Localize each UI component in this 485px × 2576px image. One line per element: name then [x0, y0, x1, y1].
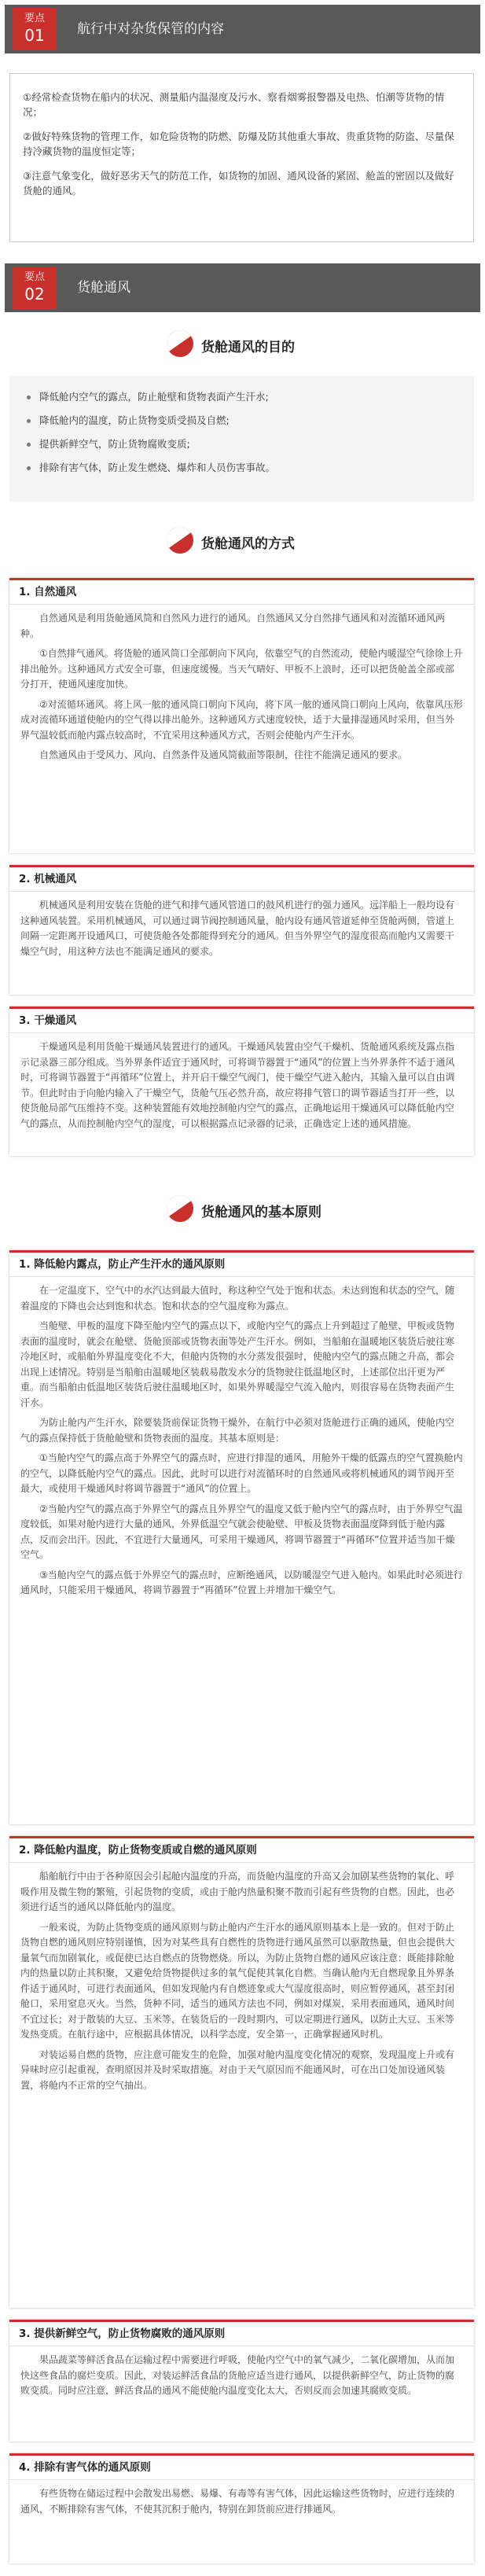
intro-item: ①经常检查货物在船内的状况、测量船内温湿度及污水、察看烟雾报警器及电热、怕潮等货物的情况；	[23, 91, 445, 118]
card-paragraph: 对装运易自燃的货物，应注意可能发生的危险，加强对舱内温度变化情况的观察，发现温度上升或有异味时应引起重视，查明原因并及时采取措施。对由于天气原因而不能通风时，可在出口处加设通风装置，将舱内不正常的空气抽出。	[20, 2048, 455, 2091]
card-paragraph: 在一定温度下，空气中的水汽达到最大值时，称这种空气处于饱和状态。未达到饱和状态的空气，随着温度的下降也会达到饱和状态。饱和状态的空气温度称为露点。	[20, 1285, 455, 1312]
card-paragraph: 自然通风由于受风力、风向、自然条件及通风筒截面等限制，往往不能满足通风的要求。	[39, 749, 408, 760]
intro-item: ③注意气象变化，做好恶劣天气的防范工作，如货物的加固、通风设备的紧固、舱盖的密固以及做好货舱的通风。	[23, 170, 454, 197]
card-title: 2. 机械通风	[9, 867, 474, 892]
section-badge	[13, 8, 57, 50]
list-item: 提供新鲜空气，防止货物腐败变质;	[25, 432, 458, 456]
section-title: 货舱通风	[77, 280, 130, 296]
pie-icon	[167, 330, 193, 357]
card-title: 3. 提供新鲜空气，防止货物腐败的通风原则	[9, 2322, 474, 2346]
card-paragraph: 干燥通风是利用货舱干燥通风装置进行的通风。干燥通风装置由空气干燥机、货舱通风系统及露点指示记录器三部分组成。当外界条件适宜于通风时，可将调节器置于“通风”的位置上当外界条件不适于通风时，可将调节器置于“再循环”位置上，并开启干燥空气阀门，使干燥空气进入舱内，其输入量可以自由调节。但此时由于向舱内输入了干燥空气，货舱气压必然升高，故应将排气管口的调节器适当打开一些，以使货舱局部气压维持不变。这种装置能有效地控制舱内空气的露点，正确地运用干燥通风可以降低舱内空气的露点，从而控制舱内空气的湿度，可以根据露点记录器的记录，正确选定上述的通风措施。	[20, 1041, 455, 1129]
list-item: 降低舱内的温度，防止货物变质受损及自燃;	[25, 409, 458, 432]
card-paragraph: 一般来说，为防止货物变质的通风原则与防止舱内产生汗水的通风原则基本上是一致的。但对于防止货物自燃的通风则应特别谨慎，因为对某些具有自燃性的货物进行通风虽然可以驱散热量，但也会提供大量氧气而加剧氧化，或促使已达自燃点的货物燃烧。所以，为防止货物自燃的通风应该注意：既能排除舱内的热量以防止其积聚，又避免给货物提供过多的氧气促使其氧化自燃。当确认舱内无自燃现象且外界条件适于通风时，可进行表面通风，但如发现舱内有自燃迹象或大气湿度很高时，则应暂停通风，甚至封闭舱口，采用窒息灭火。当然，货种不同，适当的通风方法也不同，例如对煤炭，采用表面通风，通风时间不宜过长；对于散装的大豆、玉米等，在装货后的一段时期内，可以定期进行通风，以防止大豆、玉米等发热变质。在航行途中，应根据具体情况，以科学态度，安全第一，正确掌握通风时机。	[20, 1921, 455, 2040]
section-badge	[13, 267, 57, 309]
purpose-list	[9, 376, 474, 502]
method-card-natural	[9, 578, 474, 853]
principle-card-dew	[9, 1250, 474, 1824]
intro-item: ②做好特殊货物的管理工作，如危险货物的防燃、防爆及防其他重大事故、贵重货物的防盗、尽量保持冷藏货物的温度恒定等；	[23, 131, 454, 157]
intro-box	[9, 73, 474, 242]
card-title: 1. 自然通风	[9, 580, 474, 605]
card-paragraph: 果品蔬菜等鲜活食品在运输过程中需要进行呼吸，使舱内空气中的氧气减少，二氧化碳增加，从而加快这些食品的腐烂变质。因此，对装运鲜活食品的货舱应适当进行通风，以提供新鲜空气，防止货物的腐败变质。同时应注意，鲜活食品的通风不能使舱内温度变化太大，否则反而会加速其腐败变质。	[20, 2354, 455, 2396]
subheading-principles	[0, 1195, 485, 1224]
card-paragraph: 为防止舱内产生汗水，除要装货前保证货物干燥外，在航行中必须对货舱进行正确的通风，使舱内空气的露点保持低于货舱舱壁和货物表面的温度。其基本原则是：	[20, 1417, 455, 1444]
principle-card-harmful-gas	[9, 2453, 474, 2563]
badge-label: 要点	[24, 271, 45, 283]
card-title: 4. 排除有害气体的通风原则	[9, 2456, 474, 2480]
card-title: 2. 降低舱内温度，防止货物变质或自燃的通风原则	[9, 1838, 474, 1863]
method-card-dry	[9, 1006, 474, 1156]
section-header-1	[5, 5, 480, 53]
card-paragraph: ②对流循环通风。将上风一舷的通风筒口朝向下风向，将下风一舷的通风筒口朝向上风向，依靠风压形成对流循环通道使舱内的空气得以排出舱外。这种通风方式速度较快，适于大量排湿通风时采用，但当外界气温较低而舱内露点较高时，不宜采用这种通风方式，否则会使舱内产生汗水。	[20, 698, 463, 741]
subheading-text: 货舱通风的目的	[201, 340, 295, 355]
badge-number: 02	[24, 285, 45, 304]
section-title: 航行中对杂货保管的内容	[77, 21, 224, 37]
principle-card-temperature	[9, 1836, 474, 2308]
card-paragraph: 机械通风是利用安装在货舱的进气和排气通风管道口的鼓风机进行的强力通风。远洋船上一般均设有这种通风装置。采用机械通风，可以通过调节阀控制通风量，舱内设有通风管道延伸至货舱两侧，管道上间隔一定距离开设通风口，可使货舱各处都能得到充分的通风。但当外界空气的湿度很高而舱内又需要干燥空气时，用这种方法也不能满足通风的要求。	[20, 900, 455, 957]
subheading-purpose	[0, 330, 485, 359]
badge-label: 要点	[24, 13, 45, 24]
card-title: 1. 降低舱内露点，防止产生汗水的通风原则	[9, 1253, 474, 1277]
section-header-2	[5, 263, 480, 312]
subheading-methods	[0, 527, 485, 555]
card-paragraph: 自然通风是利用货舱通风筒和自然风力进行的通风。自然通风又分自然排气通风和对流循环通风两种。	[20, 613, 446, 639]
list-item: 降低舱内空气的露点，防止舱壁和货物表面产生汗水;	[25, 385, 458, 409]
method-card-mechanical	[9, 865, 474, 995]
card-title: 3. 干燥通风	[9, 1009, 474, 1033]
card-paragraph: ②当舱内空气的露点高于外界空气的露点且外界空气的温度又低于舱内空气的露点时，由于外界空气温度较低，如果对舱内进行大量的通风，外界低温空气就会使舱壁、甲板及货物表面温度降到低于舱内露点，反而会出汗。因此，不宜进行大量通风，可采用干燥通风，将调节器置于“再循环”位置并适当加干燥空气。	[20, 1503, 463, 1560]
card-paragraph: ①自然排气通风。将货舱的通风筒口全部朝向下风向，依靠空气的自然流动，使舱内暖湿空气徐徐上升排出舱外。这种通风方式安全可靠，但速度缓慢。当天气晴好、甲板不上浪时，还可以把货舱盖全部或部分打开，使通风速度加快。	[20, 648, 463, 690]
pie-icon	[167, 1195, 193, 1222]
badge-number: 01	[24, 26, 45, 45]
pie-icon	[167, 527, 193, 554]
card-paragraph: 船舶航行中由于各种原因会引起舱内温度的升高，而货舱内温度的升高又会加剧某些货物的氧化、呼吸作用及微生物的繁殖，引起货物的变质，或由于舱内热量积聚不散而引起有些货物的自燃。因此，也必须进行适当的通风以降低舱内的温度。	[20, 1871, 455, 1912]
card-paragraph: ①当舱内空气的露点高于外界空气的露点时，应进行排湿的通风，用舱外干燥的低露点的空气置换舱内的空气，以降低舱内空气的露点。因此，此时可以进行对流循环时的自然通风或将机械通风的调节阀开至最大，或使用干燥通风时将调节器置于“通风”的位置上。	[20, 1452, 463, 1494]
list-item: 排除有害气体，防止发生燃烧、爆炸和人员伤害事故。	[25, 456, 458, 480]
subheading-text: 货舱通风的基本原则	[201, 1205, 321, 1220]
principle-card-fresh-air	[9, 2320, 474, 2442]
card-paragraph: 当舱壁、甲板的温度下降至舱内空气的露点以下，或舱内空气的露点上升到超过了舱壁、甲板或货物表面的温度时，就会在舱壁、货舱顶部或货物表面等处产生汗水。例如，当船舶在温暖地区装货后驶往寒冷地区时，或船舶外界温度变化不大，但舱内货物的水分蒸发很强时，使舱内空气的露点随之升高，都会出现上述情况。特别是当船舶由温暖地区装载易散发水分的货物驶往低温地区时，上述部位出汗更为严重。而当船舶由低温地区装货后驶往温暖地区时，如果外界暖湿空气流入舱内，则很容易在货物表面产生汗水。	[20, 1320, 455, 1408]
card-paragraph: ③当舱内空气的露点低于外界空气的露点时，应断绝通风，以防暖湿空气进入舱内。如果此时必须进行通风时，只能采用干燥通风，将调节器置于“再循环”位置上并增加干燥空气。	[20, 1569, 463, 1595]
card-paragraph: 有些货物在储运过程中会散发出易燃、易爆、有毒等有害气体，因此运输这些货物时，应进行连续的通风，不断排除有害气体，不使其沉积于舱内，特别在卸货前应进行排通风。	[20, 2488, 455, 2515]
subheading-text: 货舱通风的方式	[201, 536, 295, 552]
